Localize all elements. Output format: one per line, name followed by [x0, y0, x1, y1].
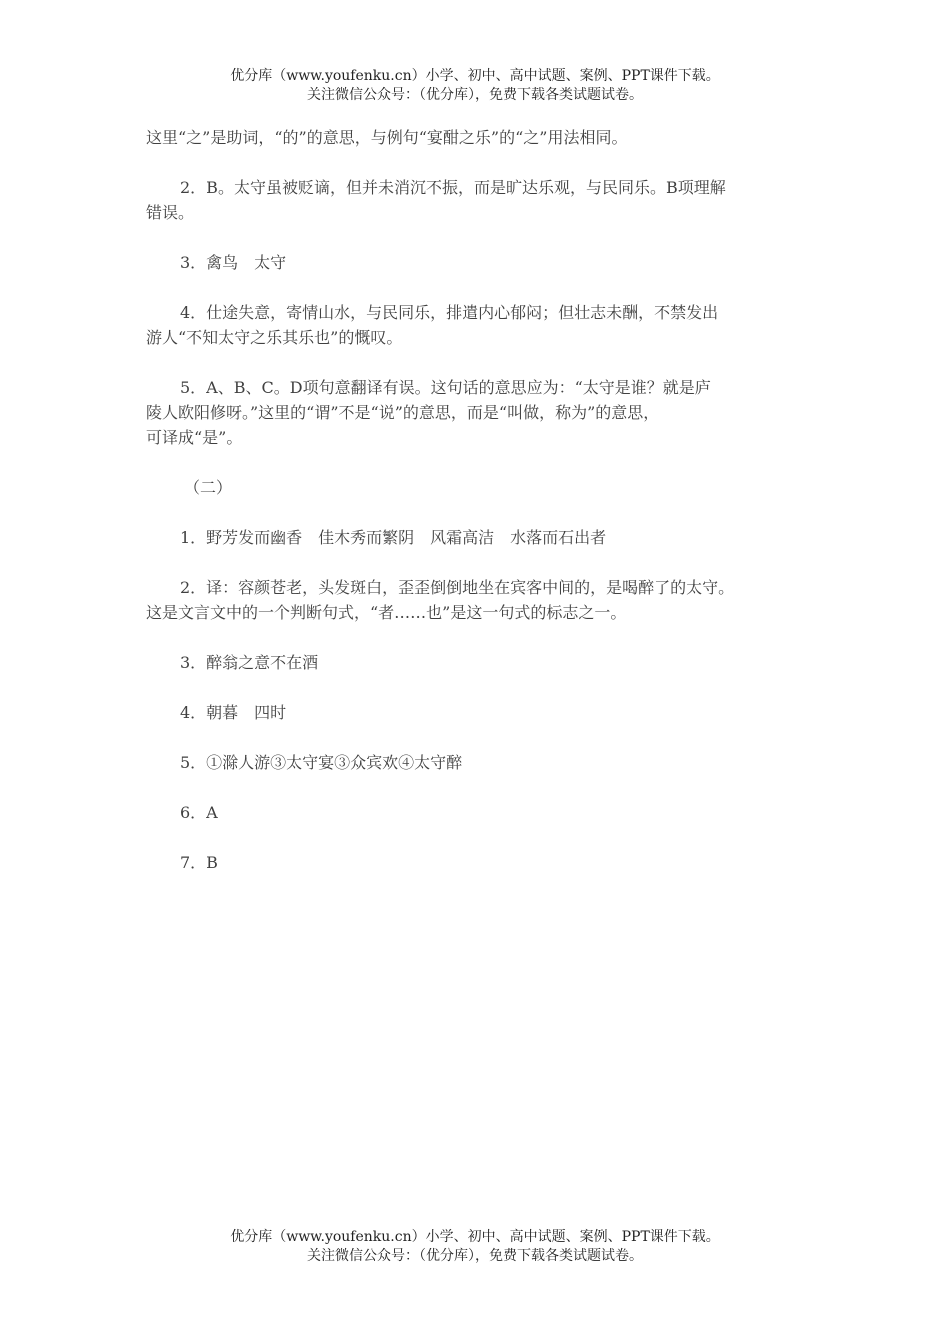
answer-item-5b: 5．①滁人游③太守宴③众宾欢④太守醉 [180, 753, 463, 772]
answer-item-5: 5．A、B、C。D项句意翻译有误。这句话的意思应为：“太守是谁？就是庐 陵人欧阳修呀。”这里的“谓”不是“说”的意思，而是“叫做，称为”的意思， 可译成“是”。 [146, 378, 711, 447]
page-header [0, 67, 950, 105]
document-body [146, 125, 826, 875]
footer-line-2: 关注微信公众号：（优分库），免费下载各类试题试卷。 [307, 1248, 643, 1264]
answer-paragraph: 这里“之”是助词，“的”的意思，与例句“宴酣之乐”的“之”用法相同。 [146, 128, 628, 147]
answer-item-2: 2．B。太守虽被贬谪，但并未消沉不振，而是旷达乐观，与民同乐。B项理解 错误。 [146, 178, 726, 222]
footer-line-1: 优分库（www.youfenku.cn）小学、初中、高中试题、案例、PPT课件下载。 [230, 1229, 720, 1245]
section-heading: （二） [184, 478, 233, 497]
answer-item-4b: 4．朝暮 四时 [180, 703, 287, 722]
answer-item-3b: 3．醉翁之意不在酒 [180, 653, 319, 672]
answer-item-7: 7．B [180, 853, 218, 872]
answer-item-1: 1．野芳发而幽香 佳木秀而繁阴 风霜高洁 水落而石出者 [180, 528, 607, 547]
header-line-2: 关注微信公众号：（优分库），免费下载各类试题试卷。 [307, 87, 643, 103]
answer-item-4: 4．仕途失意，寄情山水，与民同乐，排遣内心郁闷；但壮志未酬，不禁发出 游人“不知太守之乐其乐也”的慨叹。 [146, 303, 719, 347]
page-footer [0, 1228, 950, 1266]
header-line-1: 优分库（www.youfenku.cn）小学、初中、高中试题、案例、PPT课件下载。 [230, 68, 720, 84]
answer-item-3: 3．禽鸟 太守 [180, 253, 287, 272]
answer-item-6: 6．A [180, 803, 218, 822]
answer-item-2b: 2．译：容颜苍老，头发斑白，歪歪倒倒地坐在宾客中间的，是喝醉了的太守。 这是文言文中的一个判断句式，“者……也”是这一句式的标志之一。 [146, 578, 735, 622]
